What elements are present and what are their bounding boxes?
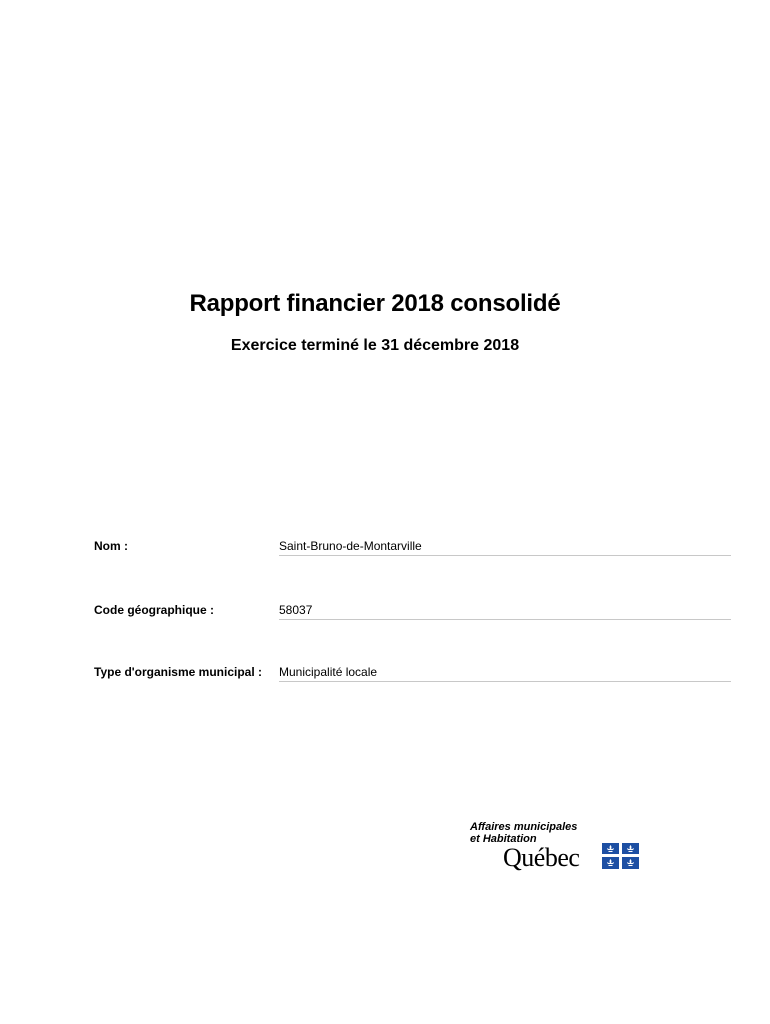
field-row-nom: [94, 539, 732, 559]
logo-line-2: et Habitation: [470, 833, 537, 845]
field-row-code-geographique: [94, 603, 732, 623]
field-value-nom: Saint-Bruno-de-Montarville: [279, 539, 731, 556]
logo-wordmark: Québec: [503, 843, 580, 872]
document-subtitle: Exercice terminé le 31 décembre 2018: [230, 337, 520, 354]
field-value-type-organisme: Municipalité locale: [279, 665, 731, 682]
ministry-logo: [470, 821, 650, 873]
field-value-code-geographique: 58037: [279, 603, 731, 620]
field-label-nom: Nom :: [94, 539, 128, 553]
quebec-flag-icon: [602, 843, 639, 869]
field-label-type-organisme: Type d'organisme municipal :: [94, 665, 262, 679]
document-title: Rapport financier 2018 consolidé: [189, 290, 561, 317]
logo-line-1: Affaires municipales: [470, 821, 578, 833]
field-row-type-organisme: [94, 665, 732, 685]
field-label-code-geographique: Code géographique :: [94, 603, 214, 617]
